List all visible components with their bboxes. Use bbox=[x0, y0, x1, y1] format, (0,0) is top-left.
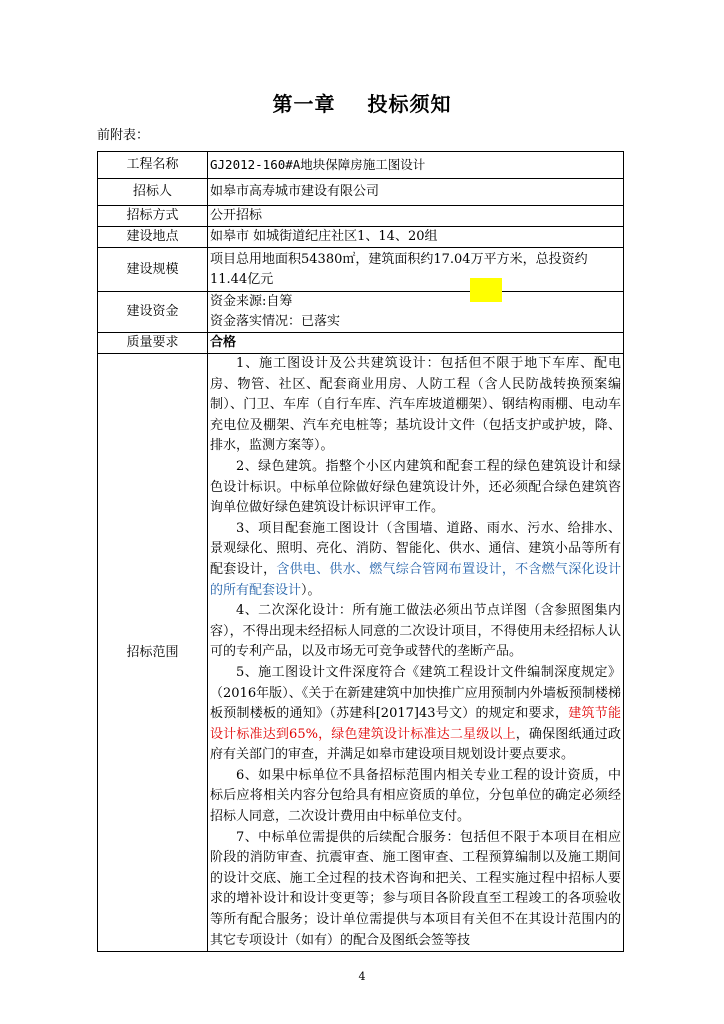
table-row bbox=[98, 354, 624, 952]
value-quality: 合格 bbox=[208, 333, 624, 354]
table-row bbox=[98, 227, 624, 248]
table-row bbox=[98, 179, 624, 206]
table-row bbox=[98, 248, 624, 292]
scope-item-5-highlight: 建筑节能设计标准达到65%，绿色建筑设计标准达二星级以上 bbox=[210, 706, 621, 742]
label-funds: 建设资金 bbox=[98, 292, 208, 333]
scope-item-5-end: ，确保图纸通过政府有关部门的审查，并满足如皋市建设项目规划设计要点要求。 bbox=[210, 726, 621, 763]
value-scope bbox=[208, 354, 624, 952]
value-funds bbox=[208, 292, 624, 333]
label-scale: 建设规模 bbox=[98, 248, 208, 292]
table-row bbox=[98, 333, 624, 354]
scope-item-6: 6、如果中标单位不具备招标范围内相关专业工程的设计资质，中标后应将相关内容分包给具有相应资质的单位，分包单位的确定必须经招标人同意，二次设计费用由中标单位支付。 bbox=[210, 767, 621, 825]
label-location: 建设地点 bbox=[98, 227, 208, 248]
scope-item-1: 1、施工图设计及公共建筑设计：包括但不限于地下车库、配电房、物管、社区、配套商业用房、人防工程（含人民防战转换预案编制）、门卫、车库（自行车库、汽车库坡道棚架）、钢结构雨棚、电动车充电位及棚架、汽车充电桩等；基坑设计文件（包括支护或护坡，降、排水，监测方案等）。 bbox=[210, 356, 621, 454]
value-method: 公开招标 bbox=[208, 206, 624, 227]
scope-item-2: 2、绿色建筑。指整个小区内建筑和配套工程的绿色建筑设计和绿色设计标识。中标单位除做好绿色建筑设计外，还必须配合绿色建筑咨询单位做好绿色建筑设计标识评审工作。 bbox=[210, 458, 621, 516]
scope-item-3 bbox=[210, 519, 621, 601]
table-row bbox=[98, 206, 624, 227]
table-row bbox=[98, 152, 624, 179]
scope-item-3-text: 3、项目配套施工图设计（含围墙、道路、雨水、污水、给排水、景观绿化、照明、亮化、消防、智能化、供水、通信、建筑小品等所有配套设计， bbox=[210, 520, 621, 577]
value-project-name: GJ2012-160#A地块保障房施工图设计 bbox=[208, 152, 624, 179]
scope-item-7: 7、中标单位需提供的后续配合服务：包括但不限于本项目在相应阶段的消防审查、抗震审查、施工图审查、工程预算编制以及施工期间的设计交底、施工全过程的技术咨询和把关、工程实施过程中招标人要求的增补设计和设计变更等；参与项目各阶段直至工程竣工的各项验收等所有配合服务；设计单位需提供与本项目有关但不在其设计范围内的其它专项设计（如有）的配合及图纸会签等技 bbox=[210, 829, 621, 948]
funds-source: 资金来源:自筹 bbox=[210, 294, 293, 309]
scale-line-2 bbox=[210, 270, 621, 290]
yellow-highlight-mark bbox=[470, 278, 502, 302]
value-tenderer: 如皋市高寿城市建设有限公司 bbox=[208, 179, 624, 206]
front-table-label: 前附表： bbox=[97, 128, 150, 143]
page-title bbox=[0, 88, 724, 117]
scope-item-4: 4、二次深化设计：所有施工做法必须出节点详图（含参照图集内容），不得出现未经招标人同意的二次设计项目，不得使用未经招标人认可的专利产品，以及市场无可竞争或替代的垄断产品。 bbox=[210, 603, 621, 660]
label-tenderer: 招标人 bbox=[98, 179, 208, 206]
label-quality: 质量要求 bbox=[98, 333, 208, 354]
value-scale bbox=[208, 248, 624, 292]
page-number: 4 bbox=[358, 970, 366, 983]
tender-info-table bbox=[97, 151, 624, 952]
label-scope: 招标范围 bbox=[98, 354, 208, 952]
funds-status: 资金落实情况：已落实 bbox=[210, 314, 341, 329]
value-location: 如皋市 如城街道纪庄社区1、14、20组 bbox=[208, 227, 624, 248]
chapter-name: 投标须知 bbox=[367, 92, 452, 116]
scale-line-1: 项目总用地面积54380㎡，建筑面积约17.04万平方米，总投资约 bbox=[210, 251, 588, 267]
label-project-name: 工程名称 bbox=[98, 152, 208, 179]
label-method: 招标方式 bbox=[98, 206, 208, 227]
scope-item-3-highlight: 含供电、供水、燃气综合管网布置设计，不含燃气深化设计的所有配套设计 bbox=[210, 561, 621, 598]
scope-item-5 bbox=[210, 663, 621, 766]
scope-item-3-end: ）。 bbox=[301, 582, 321, 598]
scope-item-5-text: 5、施工图设计文件深度符合《建筑工程设计文件编制深度规定》（2016年版）、《关于在新建建筑中加快推广应用预制内外墙板预制楼梯板预制楼板的通知》（苏建科[2017]43号文）的规定和要求， bbox=[210, 664, 621, 722]
scale-total-investment: 11.44亿元 bbox=[210, 271, 274, 287]
table-row bbox=[98, 292, 624, 333]
chapter-number: 第一章 bbox=[272, 92, 336, 116]
